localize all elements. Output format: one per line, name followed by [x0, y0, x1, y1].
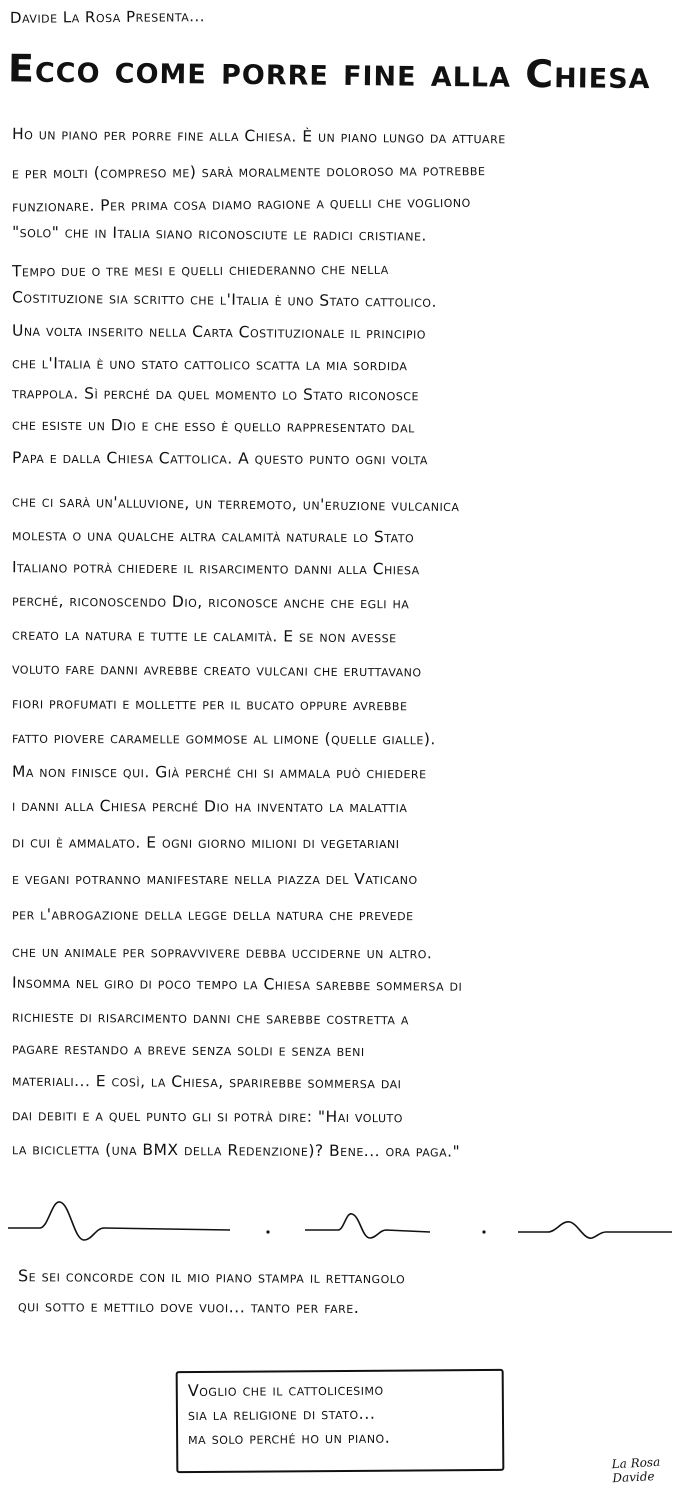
body-line: Insomma nel giro di poco tempo la Chiesa sarebbe sommersa di — [11, 973, 463, 995]
presenta-text: Davide La Rosa Presenta... — [9, 7, 206, 27]
body-line: Ma non finisce qui. Già perché chi si ammala può chiedere — [11, 762, 427, 783]
body-line: e per molti (compreso me) sarà moralmente doloroso ma potrebbe — [11, 161, 486, 183]
closing-line: Se sei concorde con il mio piano stampa il rettangolo — [17, 1266, 406, 1288]
body-line: i danni alla Chiesa perché Dio ha inventato la malattia — [11, 796, 408, 817]
body-line: fiori profumati e mollette per il bucato oppure avrebbe — [11, 694, 408, 715]
body-line: che esiste un Dio e che esso è quello rappresentato dal — [11, 415, 415, 437]
body-line: Tempo due o tre mesi e quelli chiederanno che nella — [11, 259, 389, 281]
body-line: "solo" che in Italia siano riconosciute le radici cristiane. — [11, 223, 427, 245]
body-line: dai debiti e a quel punto gli si potrà dire: "Hai voluto — [11, 1106, 403, 1127]
body-line: Papa e dalla Chiesa Cattolica. A questo punto ogni volta — [11, 448, 428, 469]
body-line: e vegani potranno manifestare nella piazza del Vaticano — [12, 870, 418, 888]
body-line: di cui è ammalato. E ogni giorno milioni di vegetariani — [11, 833, 400, 853]
body-line: richieste di risarcimento danni che sarebbe costretta a — [11, 1007, 409, 1029]
page-title: Ecco come porre fine alla Chiesa — [7, 46, 651, 98]
body-line: Ho un piano per porre fine alla Chiesa. È un piano lungo da attuare — [11, 125, 506, 148]
body-line: perché, riconoscendo Dio, riconosce anche che egli ha — [11, 591, 410, 613]
body-line: funzionare. Per prima cosa diamo ragione a quelli che vogliono — [11, 192, 471, 216]
body-line: Italiano potrà chiedere il risarcimento danni alla Chiesa — [11, 558, 420, 579]
body-line: che ci sarà un'alluvione, un terremoto, un'eruzione vulcanica — [11, 492, 460, 516]
body-line: creato la natura e tutte le calamità. E se non avesse — [11, 625, 397, 647]
body-line: voluto fare danni avrebbe creato vulcani che eruttavano — [11, 659, 422, 681]
body-line: Costituzione sia scritto che l'Italia è uno Stato cattolico. — [11, 288, 438, 311]
body-line: che un animale per sopravvivere debba ucciderne un altro. — [11, 942, 433, 963]
note-line: ma solo perché ho un piano. — [188, 1427, 391, 1449]
note-line: Voglio che il cattolicesimo — [187, 1379, 384, 1401]
closing-line: qui sotto e mettilo dove vuoi... tanto per fare. — [17, 1296, 360, 1317]
body-line: trappola. Sì perché da quel momento lo Stato riconosce — [11, 384, 419, 405]
body-line: Una volta inserito nella Carta Costituzionale il principio — [11, 321, 426, 343]
body-line: fatto piovere caramelle gommose al limone (quelle gialle). — [11, 728, 436, 749]
author-signature: La Rosa Davide — [611, 1454, 661, 1486]
body-line: pagare restando a breve senza soldi e senza beni — [11, 1039, 365, 1061]
body-line: molesta o una qualche altra calamità naturale lo Stato — [11, 526, 415, 547]
body-line: per l'abrogazione della legge della natura che prevede — [11, 905, 414, 925]
scribble-divider — [0, 1190, 700, 1260]
body-line: materiali... E così, la Chiesa, sparirebbe sommersa dai — [11, 1071, 402, 1093]
body-line: la bicicletta (una BMX della Redenzione)? Bene... ora paga." — [11, 1140, 461, 1161]
printable-rectangle — [176, 1369, 505, 1473]
note-line: sia la religione di stato... — [187, 1403, 376, 1425]
body-line: che l'Italia è uno stato cattolico scatta la mia sordida — [11, 354, 408, 375]
